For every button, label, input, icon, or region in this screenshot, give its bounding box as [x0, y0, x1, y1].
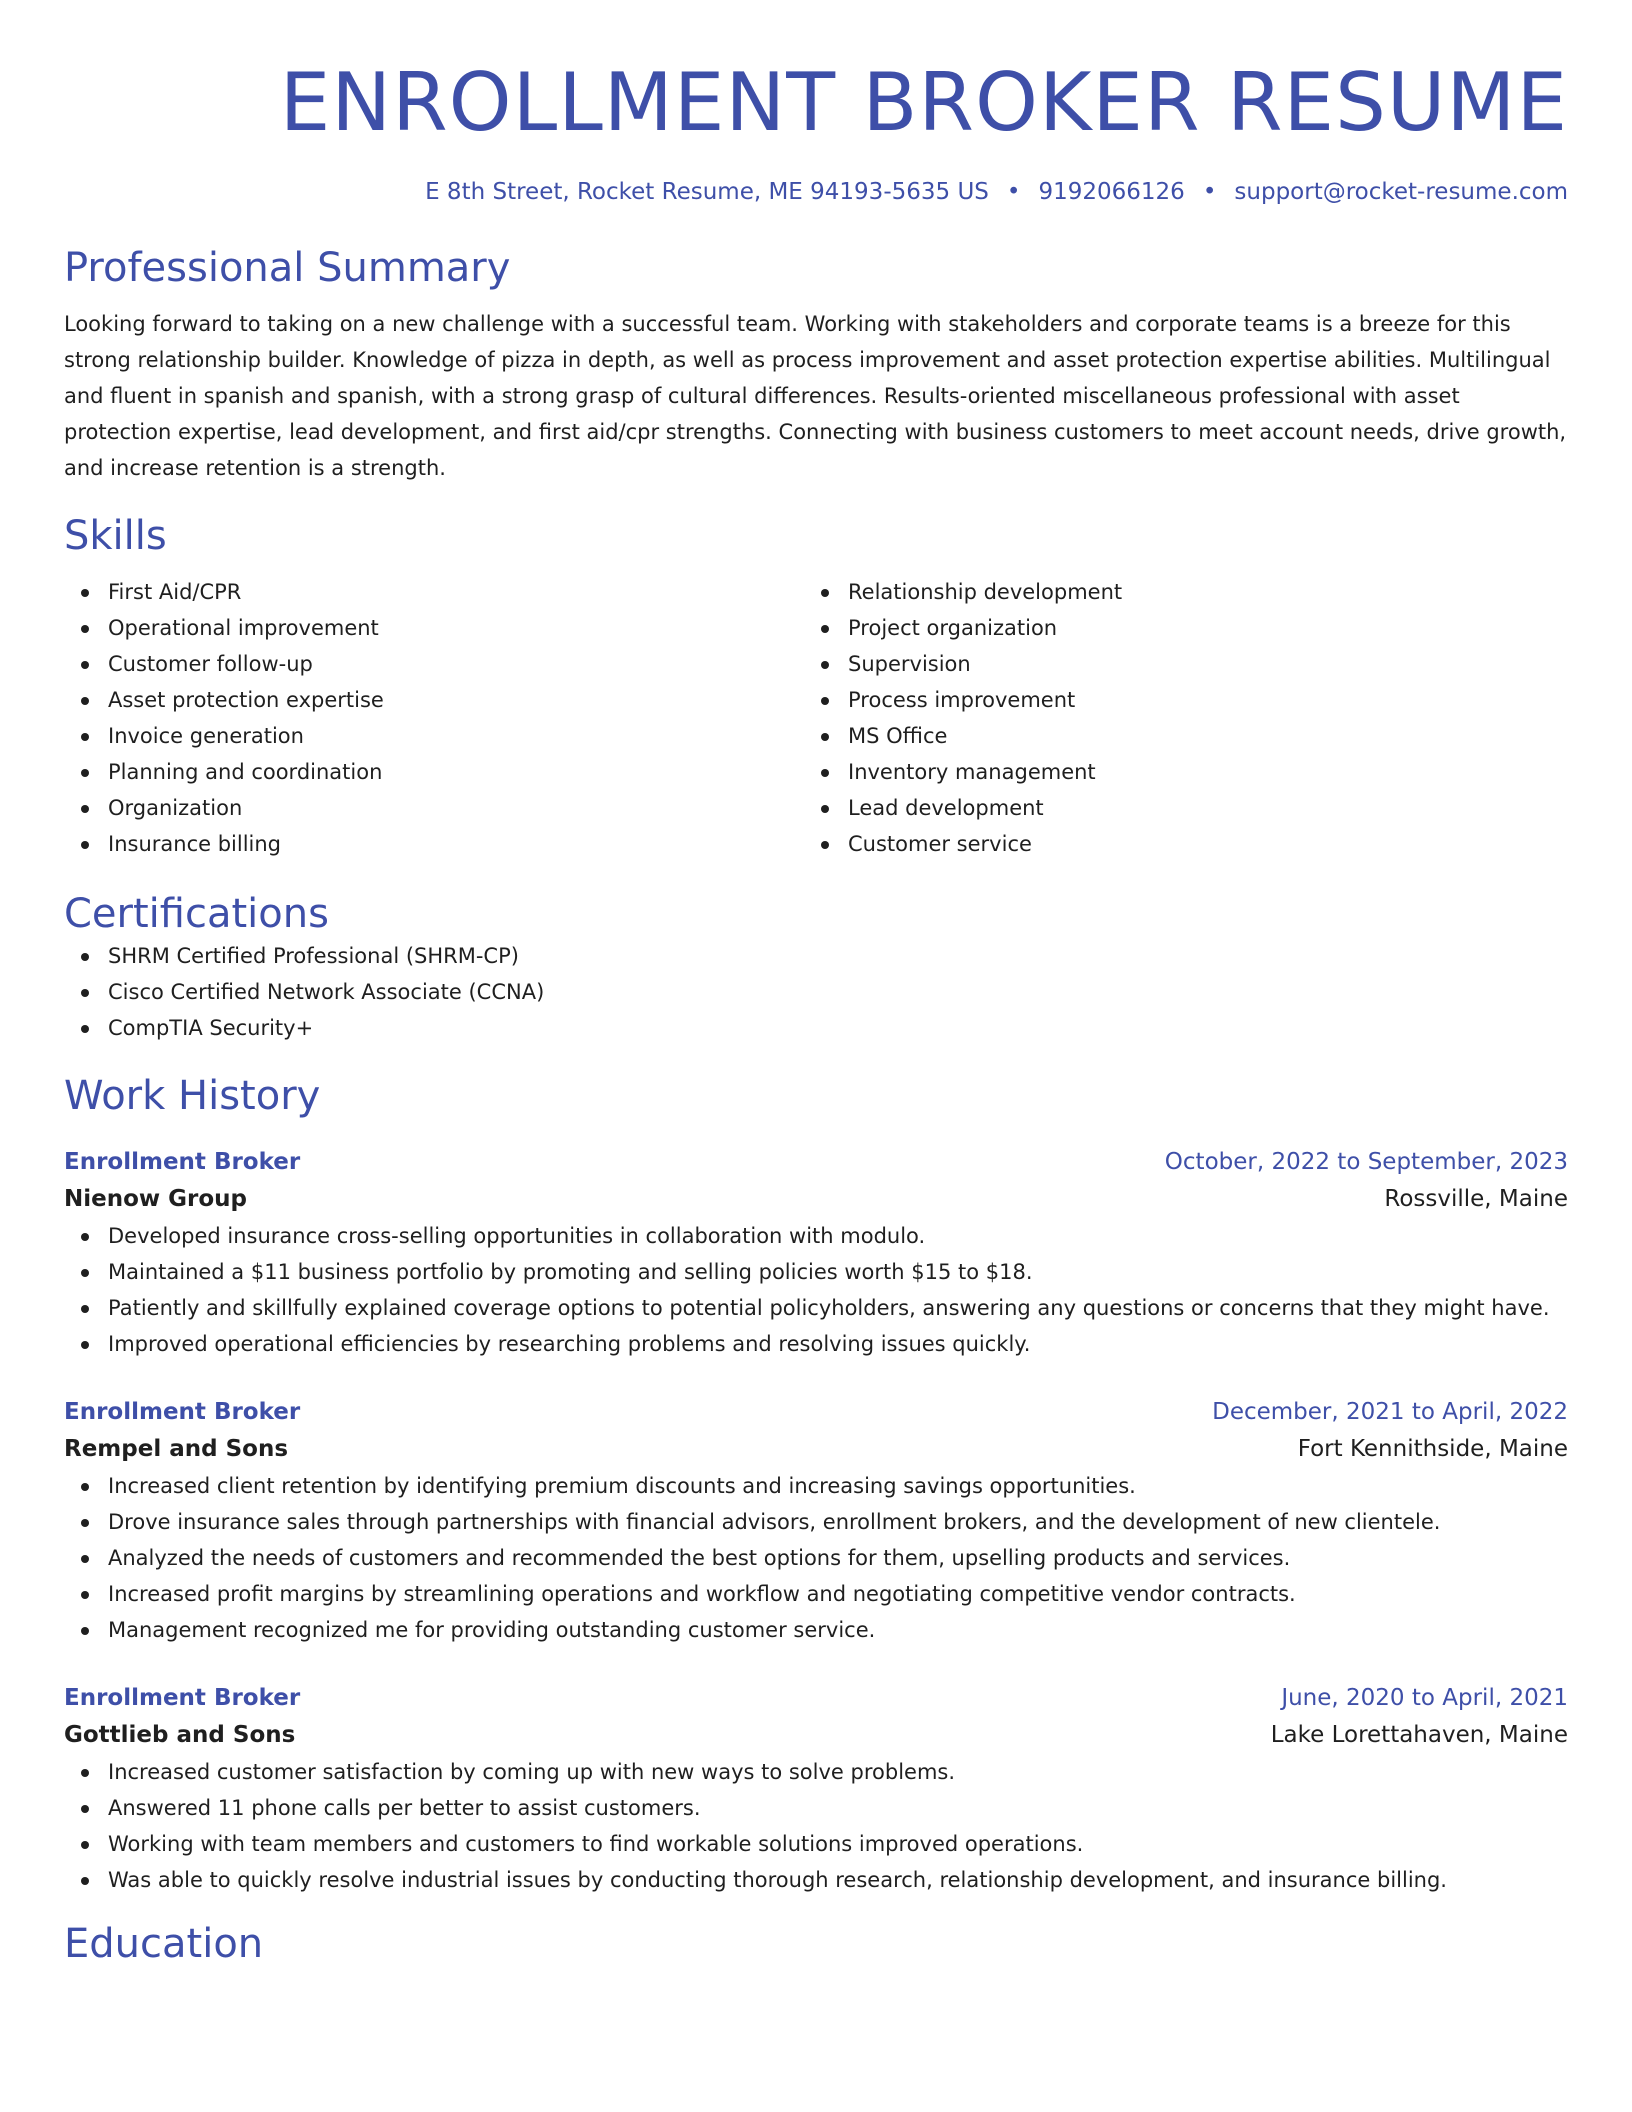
- skills-list-left: [64, 574, 804, 862]
- job-company: Rempel and Sons: [64, 1436, 289, 1462]
- job-bullet: Working with team members and customers to find workable solutions improved operations.: [64, 1826, 1568, 1862]
- job-dates: December, 2021 to April, 2022: [1212, 1399, 1568, 1425]
- skill-item: Asset protection expertise: [64, 682, 804, 718]
- job-bullets: [64, 1468, 1568, 1648]
- skills-grid: [64, 574, 1568, 862]
- job-entry: [64, 1680, 1568, 1898]
- job-entry: [64, 1144, 1568, 1362]
- skill-item: Process improvement: [804, 682, 1544, 718]
- education-heading: Education: [64, 1921, 264, 1967]
- certification-item: CompTIA Security+: [64, 1010, 1568, 1046]
- skill-item: Customer follow-up: [64, 646, 804, 682]
- skill-item: Planning and coordination: [64, 754, 804, 790]
- certification-item: Cisco Certified Network Associate (CCNA): [64, 974, 1568, 1010]
- job-bullet: Increased client retention by identifying premium discounts and increasing savings opportunities.: [64, 1468, 1568, 1504]
- skill-item: Supervision: [804, 646, 1544, 682]
- job-bullet: Developed insurance cross-selling opportunities in collaboration with modulo.: [64, 1218, 1568, 1254]
- skill-item: Customer service: [804, 826, 1544, 862]
- skill-item: Operational improvement: [64, 610, 804, 646]
- skills-column-left: [64, 574, 804, 862]
- skill-item: Lead development: [804, 790, 1544, 826]
- job-title: Enrollment Broker: [64, 1399, 301, 1425]
- job-bullet: Maintained a $11 business portfolio by promoting and selling policies worth $15 to $18.: [64, 1254, 1568, 1290]
- job-dates: June, 2020 to April, 2021: [1281, 1685, 1568, 1711]
- contact-address: E 8th Street, Rocket Resume, ME 94193-5635 US: [425, 179, 989, 205]
- job-company-row: [64, 1716, 1568, 1754]
- contact-line: [64, 176, 1568, 208]
- job-location: Fort Kennithside, Maine: [1297, 1436, 1568, 1462]
- contact-phone: 9192066126: [1038, 179, 1185, 205]
- skill-item: MS Office: [804, 718, 1544, 754]
- job-bullets: [64, 1754, 1568, 1898]
- job-location: Lake Lorettahaven, Maine: [1270, 1722, 1568, 1748]
- summary-text: Looking forward to taking on a new challenge with a successful team. Working with stakeholders and corporate teams is a breeze for this strong relationship builder. Knowledge of pizza in depth, as well as process improvement and asset protection expertise abilities. Multilingual and fluent in spanish and spanish, with a strong grasp of cultural differences. Results-oriented miscellaneous professional with asset protection expertise, lead development, and first aid/cpr strengths. Connecting with business customers to meet account needs, drive growth, and increase retention is a strength.: [64, 312, 1567, 480]
- summary-heading: Professional Summary: [64, 245, 511, 291]
- job-bullet: Increased customer satisfaction by coming up with new ways to solve problems.: [64, 1754, 1568, 1790]
- job-dates: October, 2022 to September, 2023: [1164, 1149, 1568, 1175]
- job-header-row: [64, 1144, 1568, 1180]
- job-bullet: Management recognized me for providing outstanding customer service.: [64, 1612, 1568, 1648]
- job-bullet: Was able to quickly resolve industrial issues by conducting thorough research, relationship development, and insurance billing.: [64, 1862, 1568, 1898]
- certifications-heading: Certifications: [64, 891, 329, 937]
- job-header-row: [64, 1680, 1568, 1716]
- contact-email: support@rocket-resume.com: [1234, 179, 1568, 205]
- job-bullet: Analyzed the needs of customers and recommended the best options for them, upselling products and services.: [64, 1540, 1568, 1576]
- skill-item: First Aid/CPR: [64, 574, 804, 610]
- skill-item: Organization: [64, 790, 804, 826]
- skill-item: Relationship development: [804, 574, 1544, 610]
- job-bullet: Increased profit margins by streamlining operations and workflow and negotiating competitive vendor contracts.: [64, 1576, 1568, 1612]
- contact-separator: •: [1202, 179, 1217, 205]
- skill-item: Insurance billing: [64, 826, 804, 862]
- certification-item: SHRM Certified Professional (SHRM-CP): [64, 938, 1568, 974]
- job-company-row: [64, 1430, 1568, 1468]
- certifications-list: [64, 938, 1568, 1046]
- job-company: Gottlieb and Sons: [64, 1722, 296, 1748]
- job-entry: [64, 1394, 1568, 1648]
- job-bullet: Drove insurance sales through partnerships with financial advisors, enrollment brokers, and the development of new clientele.: [64, 1504, 1568, 1540]
- job-company: Nienow Group: [64, 1186, 248, 1212]
- job-company-row: [64, 1180, 1568, 1218]
- work-history-heading: Work History: [64, 1073, 321, 1119]
- skill-item: Project organization: [804, 610, 1544, 646]
- job-location: Rossville, Maine: [1384, 1186, 1568, 1212]
- job-title: Enrollment Broker: [64, 1685, 301, 1711]
- skill-item: Inventory management: [804, 754, 1544, 790]
- job-bullets: [64, 1218, 1568, 1362]
- skills-column-right: [804, 574, 1544, 862]
- skills-list-right: [804, 574, 1544, 862]
- job-bullet: Patiently and skillfully explained coverage options to potential policyholders, answering any questions or concerns that they might have.: [64, 1290, 1568, 1326]
- job-title: Enrollment Broker: [64, 1149, 301, 1175]
- skill-item: Invoice generation: [64, 718, 804, 754]
- contact-separator: •: [1006, 179, 1021, 205]
- job-bullet: Improved operational efficiencies by researching problems and resolving issues quickly.: [64, 1326, 1568, 1362]
- skills-heading: Skills: [64, 513, 167, 559]
- job-bullet: Answered 11 phone calls per better to assist customers.: [64, 1790, 1568, 1826]
- resume-title: ENROLLMENT BROKER RESUME: [279, 56, 1568, 149]
- job-header-row: [64, 1394, 1568, 1430]
